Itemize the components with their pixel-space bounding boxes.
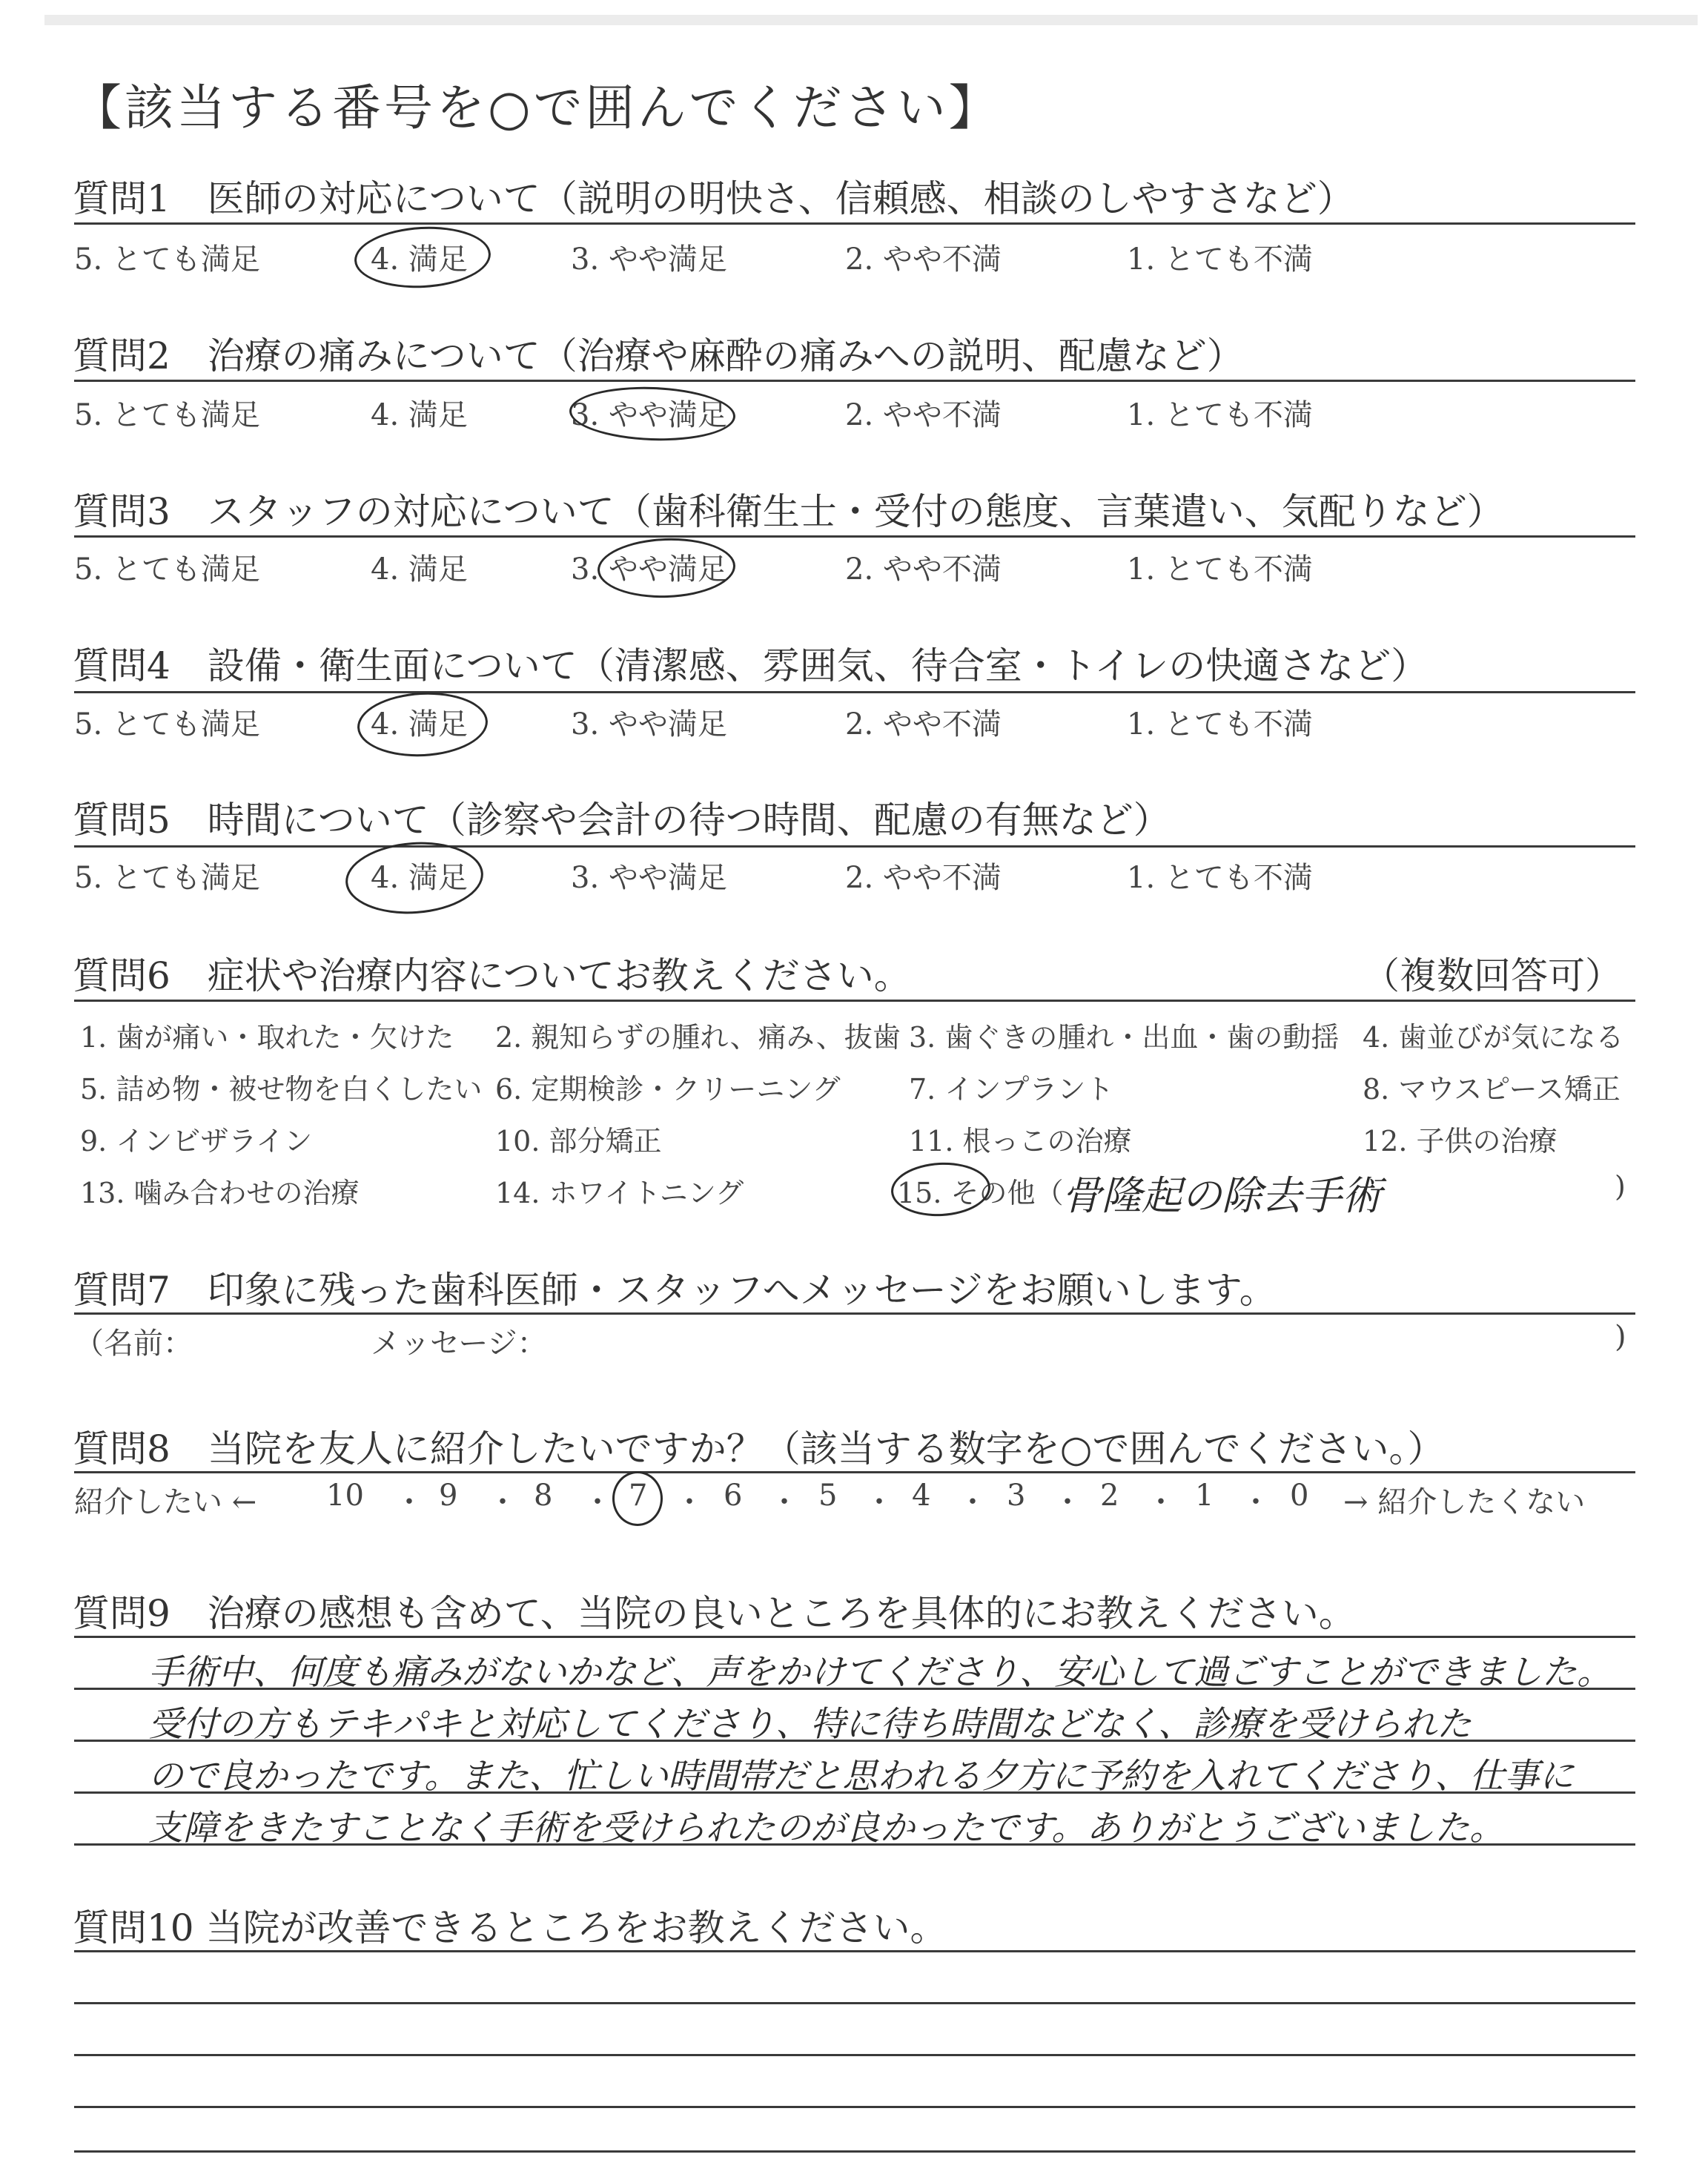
q8-score-5[interactable]: 5 xyxy=(818,1479,838,1513)
q2-option-2[interactable]: 2. やや不満 xyxy=(845,398,1002,432)
q8-score-1[interactable]: 1 xyxy=(1195,1479,1214,1513)
question-4: 質問4 設備・衛生面について（清潔感、雰囲気、待合室・トイレの快適さなど） xyxy=(73,644,1429,687)
q5-option-3[interactable]: 3. やや満足 xyxy=(571,861,727,895)
q2-option-4[interactable]: 4. 満足 xyxy=(371,398,468,432)
q1-option-2[interactable]: 2. やや不満 xyxy=(845,242,1002,277)
q8-right-label: → 紹介したくない xyxy=(1343,1485,1586,1519)
q10-rule-1 xyxy=(74,1950,1635,1952)
q8-score-4[interactable]: 4 xyxy=(912,1479,931,1513)
q9-rule-0 xyxy=(74,1636,1635,1638)
q8-score-3[interactable]: 3 xyxy=(1007,1479,1026,1513)
q8-sep: ・ xyxy=(394,1485,424,1519)
q8-sep: ・ xyxy=(769,1485,799,1519)
q6-item-14[interactable]: 14. ホワイトニング xyxy=(495,1177,744,1209)
question-1-rule xyxy=(74,222,1635,225)
q5-selection-circle xyxy=(343,838,486,919)
q10-rule-3 xyxy=(74,2054,1635,2056)
question-5: 質問5 時間について（診察や会計の待つ時間、配慮の有無など） xyxy=(73,799,1171,842)
q1-option-1[interactable]: 1. とても不満 xyxy=(1127,242,1313,277)
question-2: 質問2 治療の痛みについて（治療や麻酔の痛みへの説明、配慮など） xyxy=(73,334,1244,377)
q3-option-4[interactable]: 4. 満足 xyxy=(371,552,468,587)
question-4-rule xyxy=(74,691,1635,693)
q9-answer-line-4: 支障をきたすことなく手術を受けられたのが良かったです。ありがとうございました。 xyxy=(148,1808,1505,1849)
q2-option-3[interactable]: 3. やや満足 xyxy=(571,398,727,432)
question-8: 質問8 当院を友人に紹介したいですか？（該当する数字を○で囲んでください。） xyxy=(73,1427,1445,1470)
q8-score-7[interactable]: 7 xyxy=(629,1479,648,1513)
q8-score-10[interactable]: 10 xyxy=(326,1479,364,1513)
q8-sep: ・ xyxy=(488,1485,517,1519)
q8-sep: ・ xyxy=(958,1485,987,1519)
q4-selection-circle xyxy=(356,689,489,759)
page-title: 【該当する番号を○で囲んでください】 xyxy=(73,79,1001,136)
question-1: 質問1 医師の対応について（説明の明快さ、信頼感、相談のしやすさなど） xyxy=(73,177,1354,220)
q1-option-4[interactable]: 4. 満足 xyxy=(371,242,468,277)
question-3-rule xyxy=(74,535,1635,538)
q6-item-6[interactable]: 6. 定期検診・クリーニング xyxy=(495,1073,841,1106)
q8-sep: ・ xyxy=(864,1485,894,1519)
q8-score-8[interactable]: 8 xyxy=(534,1479,553,1513)
q5-option-1[interactable]: 1. とても不満 xyxy=(1127,861,1313,895)
q8-sep: ・ xyxy=(1146,1485,1176,1519)
q4-option-5[interactable]: 5. とても満足 xyxy=(74,707,260,742)
question-6: 質問6 症状や治療内容についてお教えください。 xyxy=(73,954,911,997)
q6-item-12[interactable]: 12. 子供の治療 xyxy=(1363,1125,1558,1157)
question-8-rule xyxy=(74,1471,1635,1473)
q1-option-5[interactable]: 5. とても満足 xyxy=(74,242,260,277)
q8-sep: ・ xyxy=(675,1485,704,1519)
q6-item-1[interactable]: 1. 歯が痛い・取れた・欠けた xyxy=(80,1021,454,1054)
question-3: 質問3 スタッフの対応について（歯科衛生士・受付の態度、言葉遣い、気配りなど） xyxy=(73,490,1504,533)
q7-message-label: メッセージ： xyxy=(371,1327,547,1361)
q6-item-4[interactable]: 4. 歯並びが気になる xyxy=(1363,1021,1624,1054)
q6-item-5[interactable]: 5. 詰め物・被せ物を白くしたい xyxy=(80,1073,483,1106)
q8-sep: ・ xyxy=(1241,1485,1271,1519)
question-9: 質問9 治療の感想も含めて、当院の良いところを具体的にお教えください。 xyxy=(73,1592,1356,1635)
q3-option-1[interactable]: 1. とても不満 xyxy=(1127,552,1313,587)
q4-option-2[interactable]: 2. やや不満 xyxy=(845,707,1002,742)
q2-option-5[interactable]: 5. とても満足 xyxy=(74,398,260,432)
q4-option-1[interactable]: 1. とても不満 xyxy=(1127,707,1313,742)
question-7: 質問7 印象に残った歯科医師・スタッフへメッセージをお願いします。 xyxy=(73,1269,1277,1312)
q1-selection-circle xyxy=(353,223,492,291)
q7-close: ) xyxy=(1615,1320,1626,1354)
q3-option-3[interactable]: 3. やや満足 xyxy=(571,552,727,587)
q2-option-1[interactable]: 1. とても不満 xyxy=(1127,398,1313,432)
question-10: 質問10 当院が改善できるところをお教えください。 xyxy=(73,1906,947,1949)
q9-answer-line-3: ので良かったです。また、忙しい時間帯だと思われる夕方に予約を入れてくださり、仕事に xyxy=(148,1756,1575,1797)
q6-item-2[interactable]: 2. 親知らずの腫れ、痛み、抜歯 xyxy=(495,1021,901,1054)
q1-option-3[interactable]: 3. やや満足 xyxy=(571,242,727,277)
q8-selection-circle xyxy=(612,1471,663,1526)
q3-option-2[interactable]: 2. やや不満 xyxy=(845,552,1002,587)
q6-item-15[interactable]: 15. その他（ xyxy=(897,1177,1064,1209)
q10-rule-4 xyxy=(74,2106,1635,2108)
q8-sep: ・ xyxy=(1053,1485,1082,1519)
q7-name-label: （名前： xyxy=(74,1327,193,1361)
q6-other-close: ) xyxy=(1615,1170,1626,1203)
q10-rule-2 xyxy=(74,2002,1635,2004)
question-7-rule xyxy=(74,1312,1635,1315)
q8-score-6[interactable]: 6 xyxy=(724,1479,743,1513)
q9-answer-line-1: 手術中、何度も痛みがないかなど、声をかけてくださり、安心して過ごすことができました。 xyxy=(148,1652,1612,1693)
q6-item-9[interactable]: 9. インビザライン xyxy=(80,1125,313,1157)
q5-option-2[interactable]: 2. やや不満 xyxy=(845,861,1002,895)
q8-score-2[interactable]: 2 xyxy=(1100,1479,1119,1513)
q9-answer-line-2: 受付の方もテキパキと対応してくださり、特に待ち時間などなく、診療を受けられた xyxy=(148,1704,1472,1745)
q6-item-11[interactable]: 11. 根っこの治療 xyxy=(909,1125,1132,1157)
question-5-rule xyxy=(74,845,1635,848)
q8-left-label: 紹介したい ← xyxy=(74,1485,257,1519)
q6-item-10[interactable]: 10. 部分矯正 xyxy=(495,1125,662,1157)
q4-option-4[interactable]: 4. 満足 xyxy=(371,707,468,742)
question-6-note: （複数回答可） xyxy=(1363,954,1622,997)
q6-item-8[interactable]: 8. マウスピース矯正 xyxy=(1363,1073,1621,1106)
q4-option-3[interactable]: 3. やや満足 xyxy=(571,707,727,742)
q5-option-4[interactable]: 4. 満足 xyxy=(371,861,468,895)
scan-edge xyxy=(44,15,1698,25)
q8-score-9[interactable]: 9 xyxy=(439,1479,458,1513)
question-2-rule xyxy=(74,380,1635,382)
q8-sep: ・ xyxy=(583,1485,612,1519)
q6-item-3[interactable]: 3. 歯ぐきの腫れ・出血・歯の動揺 xyxy=(909,1021,1340,1054)
q8-score-0[interactable]: 0 xyxy=(1290,1479,1309,1513)
question-6-rule xyxy=(74,1000,1635,1002)
q6-other-answer: 骨隆起の除去手術 xyxy=(1062,1172,1382,1219)
q6-item-13[interactable]: 13. 噛み合わせの治療 xyxy=(80,1177,360,1209)
q3-option-5[interactable]: 5. とても満足 xyxy=(74,552,260,587)
q10-rule-5 xyxy=(74,2150,1635,2153)
q5-option-5[interactable]: 5. とても満足 xyxy=(74,861,260,895)
q6-item-7[interactable]: 7. インプラント xyxy=(909,1073,1114,1106)
